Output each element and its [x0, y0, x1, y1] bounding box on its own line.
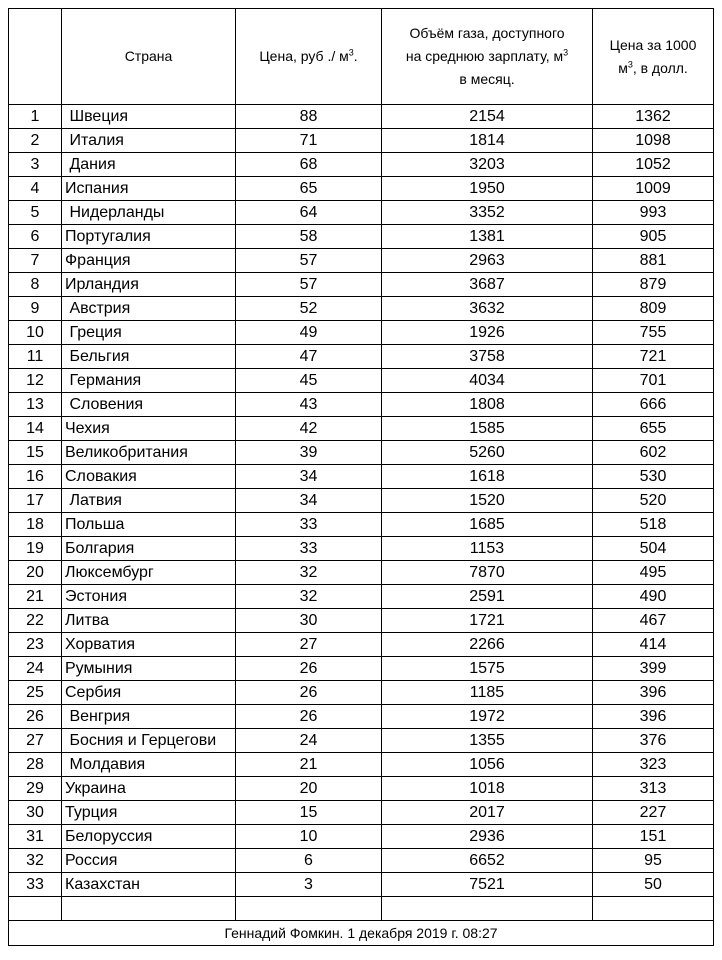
country-name: Польша: [62, 513, 236, 537]
price-usd: 721: [593, 345, 714, 369]
row-number: 16: [9, 465, 62, 489]
country-name: Великобритания: [62, 441, 236, 465]
country-name: Бельгия: [62, 345, 236, 369]
price-usd: 530: [593, 465, 714, 489]
table-row: [9, 513, 714, 537]
price-rub: 52: [236, 297, 382, 321]
gas-volume: 1585: [382, 417, 593, 441]
table-row: [9, 441, 714, 465]
price-usd: 227: [593, 801, 714, 825]
price-rub: 26: [236, 681, 382, 705]
price-usd: 905: [593, 225, 714, 249]
country-name: Ирландия: [62, 273, 236, 297]
row-number: 31: [9, 825, 62, 849]
gas-volume: 7521: [382, 873, 593, 897]
gas-volume: 1950: [382, 177, 593, 201]
row-number: 10: [9, 321, 62, 345]
row-number: 30: [9, 801, 62, 825]
table-row: [9, 153, 714, 177]
table-row: [9, 801, 714, 825]
gas-volume: 2936: [382, 825, 593, 849]
gas-price-table: [8, 8, 714, 946]
table-row: [9, 609, 714, 633]
table-row: [9, 537, 714, 561]
country-name: Швеция: [62, 105, 236, 129]
price-rub: 39: [236, 441, 382, 465]
empty-cell: [62, 897, 236, 921]
table-row: [9, 369, 714, 393]
table-row: [9, 417, 714, 441]
table-row: [9, 681, 714, 705]
table-row: [9, 249, 714, 273]
price-usd: 520: [593, 489, 714, 513]
country-name: Литва: [62, 609, 236, 633]
row-number: 11: [9, 345, 62, 369]
gas-volume: 1185: [382, 681, 593, 705]
country-name: Казахстан: [62, 873, 236, 897]
country-name: Венгрия: [62, 705, 236, 729]
country-name: Чехия: [62, 417, 236, 441]
price-usd: 879: [593, 273, 714, 297]
row-number: 1: [9, 105, 62, 129]
row-number: 12: [9, 369, 62, 393]
table-row: [9, 345, 714, 369]
row-number: 32: [9, 849, 62, 873]
price-rub: 24: [236, 729, 382, 753]
row-number: 21: [9, 585, 62, 609]
price-rub: 47: [236, 345, 382, 369]
gas-volume: 1018: [382, 777, 593, 801]
country-name: Нидерланды: [62, 201, 236, 225]
price-usd: 701: [593, 369, 714, 393]
table-row: [9, 129, 714, 153]
table-row: [9, 753, 714, 777]
row-number: 29: [9, 777, 62, 801]
row-number: 17: [9, 489, 62, 513]
row-number: 23: [9, 633, 62, 657]
table-row: [9, 777, 714, 801]
table-row: [9, 705, 714, 729]
country-name: Сербия: [62, 681, 236, 705]
country-name: Словения: [62, 393, 236, 417]
price-rub: 26: [236, 657, 382, 681]
price-rub: 3: [236, 873, 382, 897]
gas-volume: 1056: [382, 753, 593, 777]
gas-volume: 1685: [382, 513, 593, 537]
row-number: 33: [9, 873, 62, 897]
row-number: 28: [9, 753, 62, 777]
price-rub: 21: [236, 753, 382, 777]
price-usd: 95: [593, 849, 714, 873]
price-usd: 151: [593, 825, 714, 849]
price-usd: 495: [593, 561, 714, 585]
price-rub: 65: [236, 177, 382, 201]
gas-volume: 2017: [382, 801, 593, 825]
row-number: 2: [9, 129, 62, 153]
price-rub: 32: [236, 585, 382, 609]
row-number: 3: [9, 153, 62, 177]
price-rub: 42: [236, 417, 382, 441]
price-rub: 10: [236, 825, 382, 849]
row-number: 6: [9, 225, 62, 249]
row-number: 22: [9, 609, 62, 633]
gas-volume: 1520: [382, 489, 593, 513]
country-name: Греция: [62, 321, 236, 345]
gas-volume: 5260: [382, 441, 593, 465]
price-rub: 20: [236, 777, 382, 801]
price-rub: 33: [236, 537, 382, 561]
price-rub: 15: [236, 801, 382, 825]
price-usd: 518: [593, 513, 714, 537]
header-country: Страна: [62, 9, 236, 105]
empty-cell: [382, 897, 593, 921]
row-number: 8: [9, 273, 62, 297]
gas-volume: 1355: [382, 729, 593, 753]
row-number: 4: [9, 177, 62, 201]
country-name: Португалия: [62, 225, 236, 249]
empty-cell: [593, 897, 714, 921]
gas-volume: 3687: [382, 273, 593, 297]
price-usd: 602: [593, 441, 714, 465]
price-rub: 33: [236, 513, 382, 537]
row-number: 25: [9, 681, 62, 705]
gas-volume: 1808: [382, 393, 593, 417]
price-usd: 414: [593, 633, 714, 657]
row-number: 27: [9, 729, 62, 753]
table-row: [9, 585, 714, 609]
country-name: Турция: [62, 801, 236, 825]
table-row: [9, 177, 714, 201]
price-usd: 755: [593, 321, 714, 345]
price-rub: 64: [236, 201, 382, 225]
gas-volume: 2266: [382, 633, 593, 657]
author-signature: Геннадий Фомкин. 1 декабря 2019 г. 08:27: [9, 921, 714, 946]
price-rub: 6: [236, 849, 382, 873]
gas-volume: 4034: [382, 369, 593, 393]
price-usd: 1009: [593, 177, 714, 201]
country-name: Люксембург: [62, 561, 236, 585]
country-name: Испания: [62, 177, 236, 201]
table-row: [9, 105, 714, 129]
row-number: 7: [9, 249, 62, 273]
price-usd: 490: [593, 585, 714, 609]
header-gas-volume: Объём газа, доступного на среднюю зарплату, $м^3$ в месяц.: [382, 9, 593, 105]
gas-volume: 7870: [382, 561, 593, 585]
header-price-usd: Цена за 1000 $м^3$, в долл.: [593, 9, 714, 105]
price-rub: 57: [236, 273, 382, 297]
country-name: Босния и Герцегови: [62, 729, 236, 753]
table-row: [9, 657, 714, 681]
table-row: [9, 873, 714, 897]
price-rub: 57: [236, 249, 382, 273]
row-number: 5: [9, 201, 62, 225]
price-rub: 43: [236, 393, 382, 417]
country-name: Румыния: [62, 657, 236, 681]
table-row: [9, 729, 714, 753]
price-rub: 30: [236, 609, 382, 633]
row-number: 19: [9, 537, 62, 561]
empty-cell: [236, 897, 382, 921]
table-row: [9, 201, 714, 225]
gas-volume: 1926: [382, 321, 593, 345]
table-row: [9, 825, 714, 849]
country-name: Молдавия: [62, 753, 236, 777]
header-row: [9, 9, 714, 105]
row-number: 18: [9, 513, 62, 537]
price-rub: 45: [236, 369, 382, 393]
table-row: [9, 225, 714, 249]
price-usd: 666: [593, 393, 714, 417]
gas-volume: 3203: [382, 153, 593, 177]
gas-volume: 1972: [382, 705, 593, 729]
price-rub: 32: [236, 561, 382, 585]
country-name: Германия: [62, 369, 236, 393]
country-name: Белоруссия: [62, 825, 236, 849]
table-row: [9, 561, 714, 585]
price-rub: 71: [236, 129, 382, 153]
gas-volume: 3632: [382, 297, 593, 321]
empty-row: [9, 897, 714, 921]
header-number: [9, 9, 62, 105]
price-usd: 1098: [593, 129, 714, 153]
header-price-rub: Цена, руб ./ $м^3$.: [236, 9, 382, 105]
price-usd: 655: [593, 417, 714, 441]
table-row: [9, 297, 714, 321]
price-usd: 323: [593, 753, 714, 777]
price-usd: 1362: [593, 105, 714, 129]
country-name: Австрия: [62, 297, 236, 321]
country-name: Болгария: [62, 537, 236, 561]
empty-cell: [9, 897, 62, 921]
gas-volume: 1721: [382, 609, 593, 633]
price-usd: 504: [593, 537, 714, 561]
price-rub: 49: [236, 321, 382, 345]
row-number: 26: [9, 705, 62, 729]
price-rub: 34: [236, 489, 382, 513]
price-rub: 68: [236, 153, 382, 177]
price-usd: 396: [593, 705, 714, 729]
table-row: [9, 393, 714, 417]
table-row: [9, 849, 714, 873]
row-number: 20: [9, 561, 62, 585]
table-row: [9, 321, 714, 345]
price-usd: 313: [593, 777, 714, 801]
price-usd: 1052: [593, 153, 714, 177]
country-name: Франция: [62, 249, 236, 273]
footer-row: [9, 921, 714, 946]
price-usd: 881: [593, 249, 714, 273]
country-name: Россия: [62, 849, 236, 873]
price-rub: 88: [236, 105, 382, 129]
price-usd: 809: [593, 297, 714, 321]
gas-volume: 3352: [382, 201, 593, 225]
gas-volume: 1381: [382, 225, 593, 249]
country-name: Украина: [62, 777, 236, 801]
price-rub: 34: [236, 465, 382, 489]
country-name: Латвия: [62, 489, 236, 513]
gas-volume: 2963: [382, 249, 593, 273]
row-number: 13: [9, 393, 62, 417]
table-row: [9, 489, 714, 513]
table-row: [9, 633, 714, 657]
gas-volume: 1618: [382, 465, 593, 489]
gas-volume: 6652: [382, 849, 593, 873]
price-usd: 993: [593, 201, 714, 225]
gas-volume: 2591: [382, 585, 593, 609]
row-number: 15: [9, 441, 62, 465]
row-number: 14: [9, 417, 62, 441]
price-rub: 26: [236, 705, 382, 729]
price-usd: 50: [593, 873, 714, 897]
price-rub: 27: [236, 633, 382, 657]
row-number: 24: [9, 657, 62, 681]
gas-volume: 3758: [382, 345, 593, 369]
price-rub: 58: [236, 225, 382, 249]
country-name: Дания: [62, 153, 236, 177]
country-name: Эстония: [62, 585, 236, 609]
table-row: [9, 273, 714, 297]
price-usd: 467: [593, 609, 714, 633]
price-usd: 396: [593, 681, 714, 705]
gas-volume: 1575: [382, 657, 593, 681]
row-number: 9: [9, 297, 62, 321]
price-usd: 376: [593, 729, 714, 753]
price-usd: 399: [593, 657, 714, 681]
country-name: Словакия: [62, 465, 236, 489]
gas-volume: 2154: [382, 105, 593, 129]
country-name: Хорватия: [62, 633, 236, 657]
country-name: Италия: [62, 129, 236, 153]
gas-volume: 1153: [382, 537, 593, 561]
gas-volume: 1814: [382, 129, 593, 153]
table-row: [9, 465, 714, 489]
